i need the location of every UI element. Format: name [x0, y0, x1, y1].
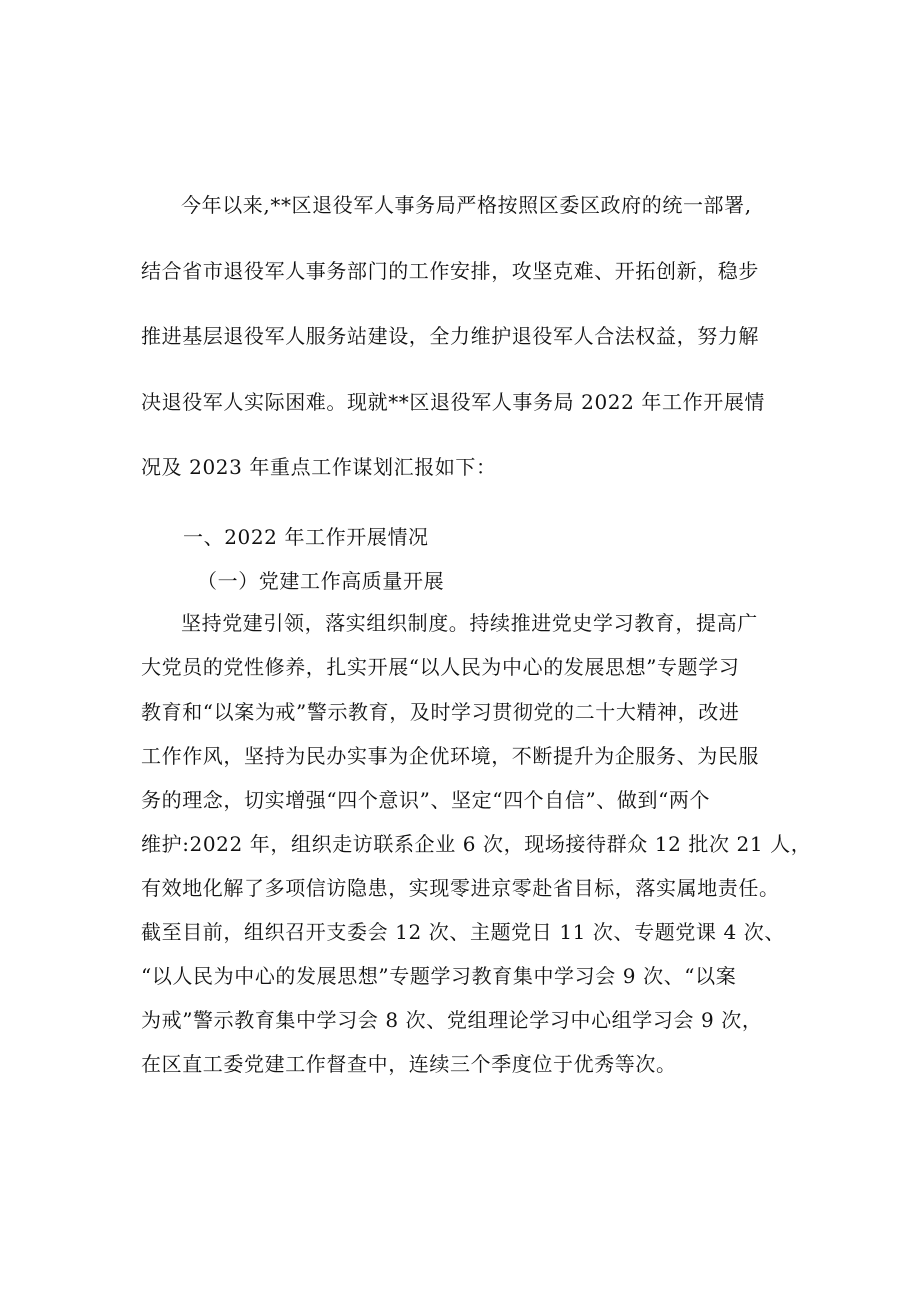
section-heading: 一、2022 年工作开展情况 [183, 525, 429, 549]
intro-line-4: 决退役军人实际困难。现就**区退役军人事务局 2022 年工作开展情 [141, 390, 766, 414]
body-line-6: 维护:2022 年，组织走访联系企业 6 次，现场接待群众 12 批次 21 人， [141, 832, 812, 856]
body-line-5: 务的理念，切实增强“四个意识”、坚定“四个自信”、做到“两个 [141, 788, 711, 812]
body-line-4: 工作作风，坚持为民办实事为企优环境，不断提升为企服务、为民服 [141, 744, 759, 768]
body-line-3: 教育和“以案为戒”警示教育，及时学习贯彻党的二十大精神，改进 [141, 700, 740, 724]
body-line-1: 坚持党建引领，落实组织制度。持续推进党史学习教育，提高广 [181, 611, 758, 635]
subsection-heading: （一）党建工作高质量开展 [197, 569, 445, 593]
intro-line-3: 推进基层退役军人服务站建设，全力维护退役军人合法权益，努力解 [141, 324, 759, 348]
intro-line-5: 况及 2023 年重点工作谋划汇报如下： [141, 455, 497, 479]
body-line-11: 在区直工委党建工作督查中，连续三个季度位于优秀等次。 [141, 1052, 677, 1076]
body-line-8: 截至目前，组织召开支委会 12 次、主题党日 11 次、专题党课 4 次、 [141, 920, 785, 944]
body-line-7: 有效地化解了多项信访隐患，实现零进京零赴省目标，落实属地责任。 [141, 876, 780, 900]
intro-line-1: 今年以来,**区退役军人事务局严格按照区委区政府的统一部署, [181, 193, 752, 217]
intro-line-2: 结合省市退役军人事务部门的工作安排，攻坚克难、开拓创新，稳步 [141, 259, 759, 283]
body-line-2: 大党员的党性修养，扎实开展“以人民为中心的发展思想”专题学习 [141, 655, 740, 679]
body-line-9: “以人民为中心的发展思想”专题学习教育集中学习会 9 次、“以案 [141, 964, 737, 988]
body-line-10: 为戒”警示教育集中学习会 8 次、党组理论学习中心组学习会 9 次， [141, 1008, 763, 1032]
